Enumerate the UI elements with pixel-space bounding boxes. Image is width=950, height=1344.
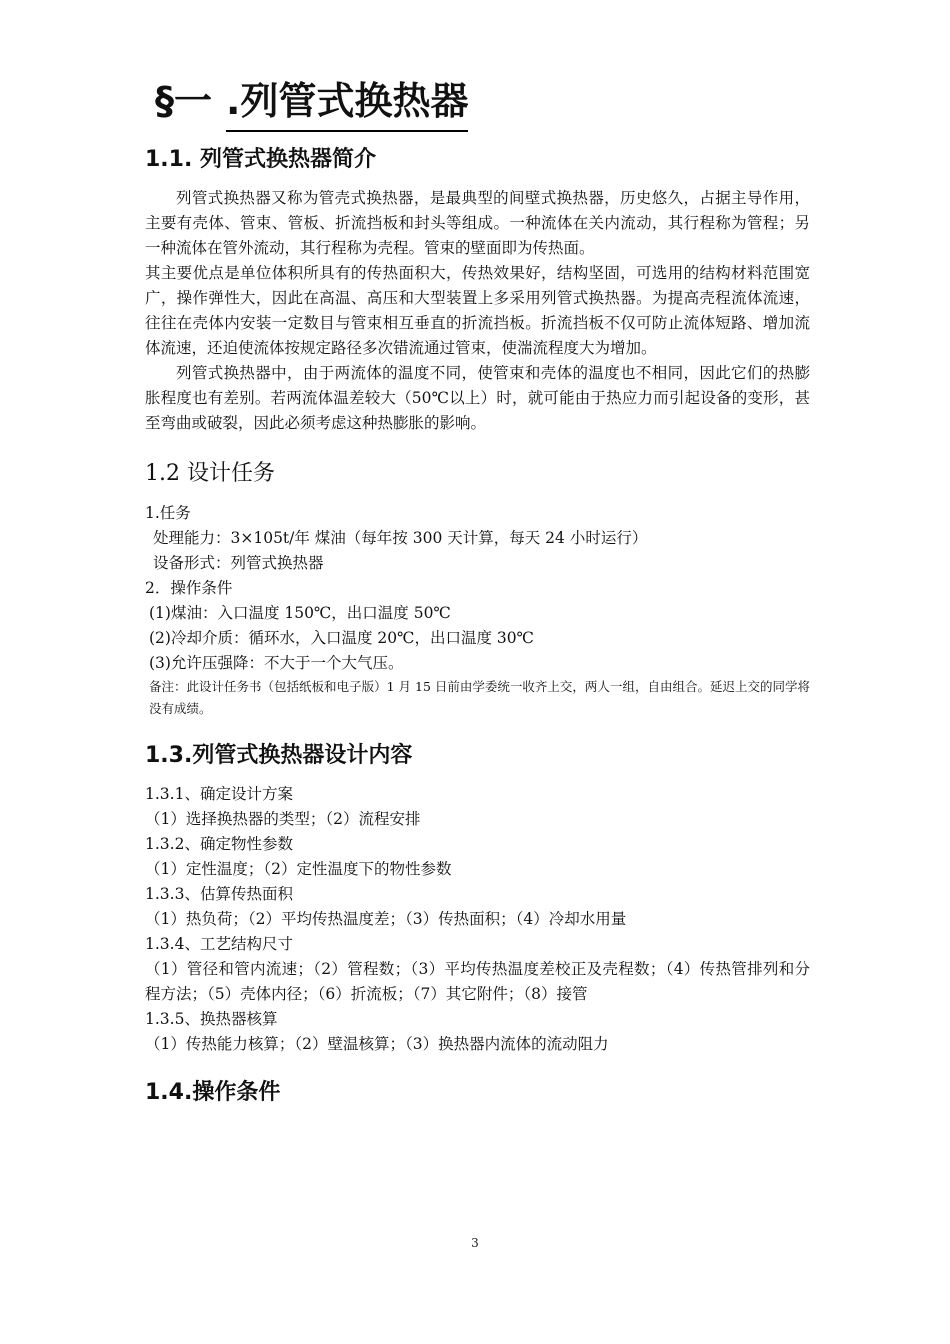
task-list (145, 501, 810, 720)
chapter-main-title: .列管式换热器 (226, 80, 468, 132)
page-content (145, 80, 810, 1108)
content-line: （1）定性温度；（2）定性温度下的物性参数 (145, 860, 452, 879)
section-heading-1-2: 1.2 设计任务 (145, 461, 275, 487)
content-line: 1.3.4、工艺结构尺寸 (145, 935, 293, 954)
content-line: （1）热负荷；（2）平均传热温度差；（3）传热面积；（4）冷却水用量 (145, 910, 627, 929)
task-line: 设备形式：列管式换热器 (153, 553, 324, 572)
task-line: (3)允许压强降：不大于一个大气压。 (149, 653, 404, 672)
task-line: (1)煤油：入口温度 150℃，出口温度 50℃ (149, 603, 451, 622)
task-note: 备注：此设计任务书（包括纸板和电子版）1 月 15 日前由学委统一收齐上交，两人一组，自由组合。延迟上交的同学将没有成绩。 (149, 678, 810, 716)
paragraph-intro-3: 列管式换热器中，由于两流体的温度不同，使管束和壳体的温度也不相同，因此它们的热膨胀程度也有差别。若两流体温差较大（50℃以上）时，就可能由于热应力而引起设备的变形，甚至弯曲或破裂，因此必须考虑这种热膨胀的影响。 (145, 364, 810, 433)
chapter-title (155, 80, 468, 132)
content-line: 1.3.2、确定物性参数 (145, 835, 293, 854)
content-line: 1.3.5、换热器核算 (145, 1010, 278, 1029)
task-line: (2)冷却介质：循环水，入口温度 20℃，出口温度 30℃ (149, 628, 534, 647)
content-line: （1）选择换热器的类型；（2）流程安排 (145, 810, 421, 829)
content-line: 1.3.1、确定设计方案 (145, 785, 293, 804)
chapter-prefix: §一 (155, 79, 213, 123)
section-heading-1-3: 1.3.列管式换热器设计内容 (145, 742, 413, 768)
content-line: （1）传热能力核算；（2）壁温核算；（3）换热器内流体的流动阻力 (145, 1035, 609, 1054)
section-heading-1-4: 1.4.操作条件 (145, 1080, 281, 1106)
task-line: 处理能力：3×105t/年 煤油（每年按 300 天计算，每天 24 小时运行） (153, 528, 648, 547)
paragraph-intro-2: 其主要优点是单位体积所具有的传热面积大，传热效果好，结构坚固，可选用的结构材料范围宽广，操作弹性大，因此在高温、高压和大型装置上多采用列管式换热器。为提高壳程流体流速，往往在壳体内安装一定数目与管束相互垂直的折流挡板。折流挡板不仅可防止流体短路、增加流体流速，还迫使流体按规定路径多次错流通过管束，使湍流程度大为增加。 (145, 264, 810, 358)
content-line: 1.3.3、估算传热面积 (145, 885, 293, 904)
paragraph-intro-1: 列管式换热器又称为管壳式换热器，是最典型的间壁式换热器，历史悠久，占据主导作用，主要有壳体、管束、管板、折流挡板和封头等组成。一种流体在关内流动，其行程称为管程；另一种流体在管外流动，其行程称为壳程。管束的壁面即为传热面。 (145, 189, 810, 258)
section-heading-1-1: 1.1. 列管式换热器简介 (145, 146, 376, 172)
task-line: 2．操作条件 (145, 578, 233, 597)
task-line: 1.任务 (145, 503, 191, 522)
design-content-list (145, 782, 810, 1057)
content-line: （1）管径和管内流速；（2）管程数；（3）平均传热温度差校正及壳程数；（4）传热管排列和分程方法；（5）壳体内径；（6）折流板；（7）其它附件；（8）接管 (145, 960, 810, 1004)
page-number: 3 (471, 1236, 479, 1250)
